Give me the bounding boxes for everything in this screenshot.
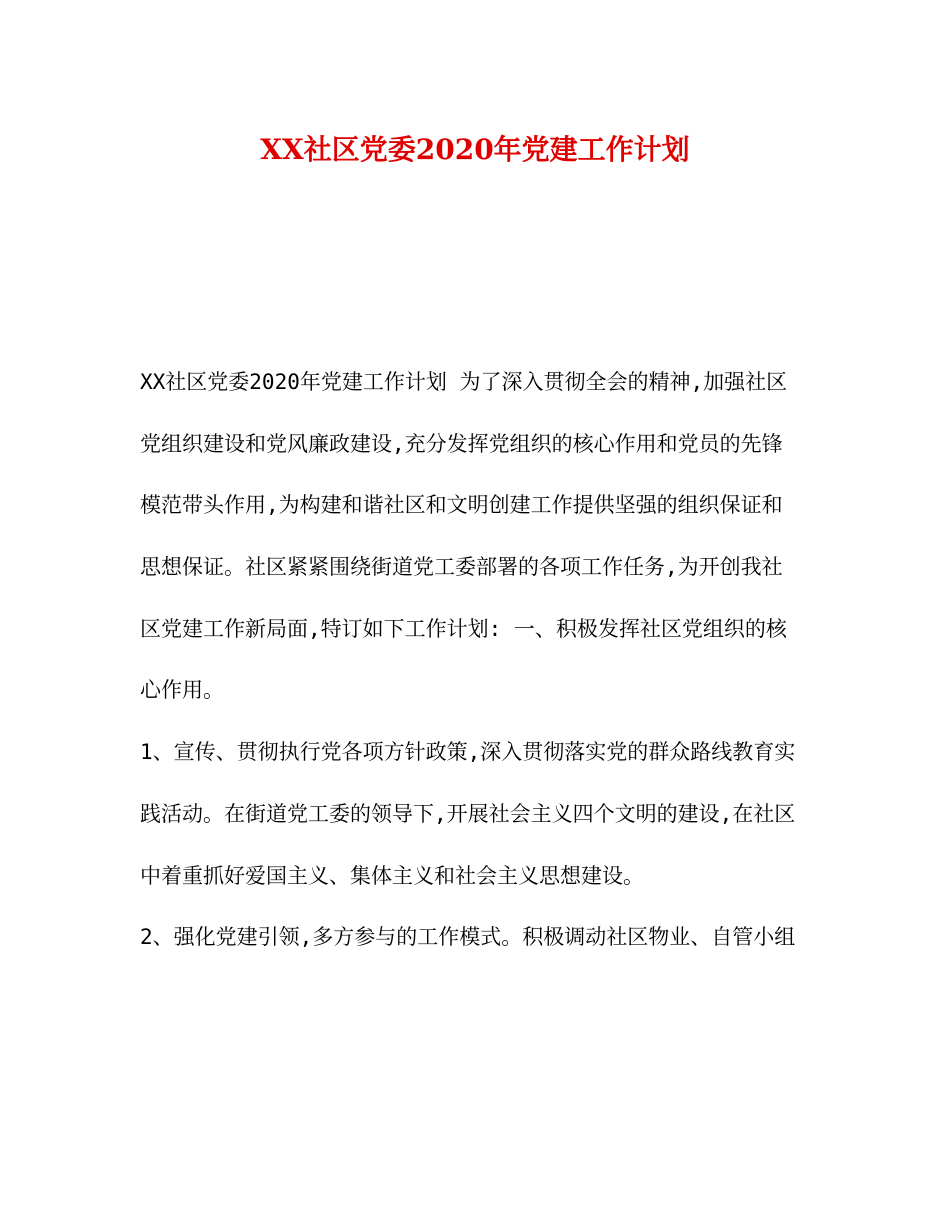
body-line: 中着重抓好爱国主义、集体主义和社会主义思想建设。 [140, 863, 644, 888]
body-line: 1、宣传、贯彻执行党各项方针政策,深入贯彻落实党的群众路线教育实 [140, 740, 796, 765]
body-line: 践活动。在街道党工委的领导下,开展社会主义四个文明的建设,在社区 [140, 801, 796, 826]
document-body [140, 362, 820, 979]
body-line: 2、强化党建引领,多方参与的工作模式。积极调动社区物业、自管小组 [140, 925, 796, 950]
body-line: XX社区党委2020年党建工作计划 为了深入贯彻全会的精神,加强社区 [140, 370, 788, 394]
body-line: 区党建工作新局面,特订如下工作计划: 一、积极发挥社区党组织的核 [140, 616, 787, 641]
body-line: 党组织建设和党风廉政建设,充分发挥党组织的核心作用和党员的先锋 [140, 431, 783, 456]
body-line: 思想保证。社区紧紧围绕街道党工委部署的各项工作任务,为开创我社 [140, 555, 783, 580]
document-title: XX社区党委2020年党建工作计划 [260, 133, 690, 166]
body-line: 模范带头作用,为构建和谐社区和文明创建工作提供坚强的组织保证和 [140, 493, 783, 518]
body-line: 心作用。 [140, 678, 224, 703]
